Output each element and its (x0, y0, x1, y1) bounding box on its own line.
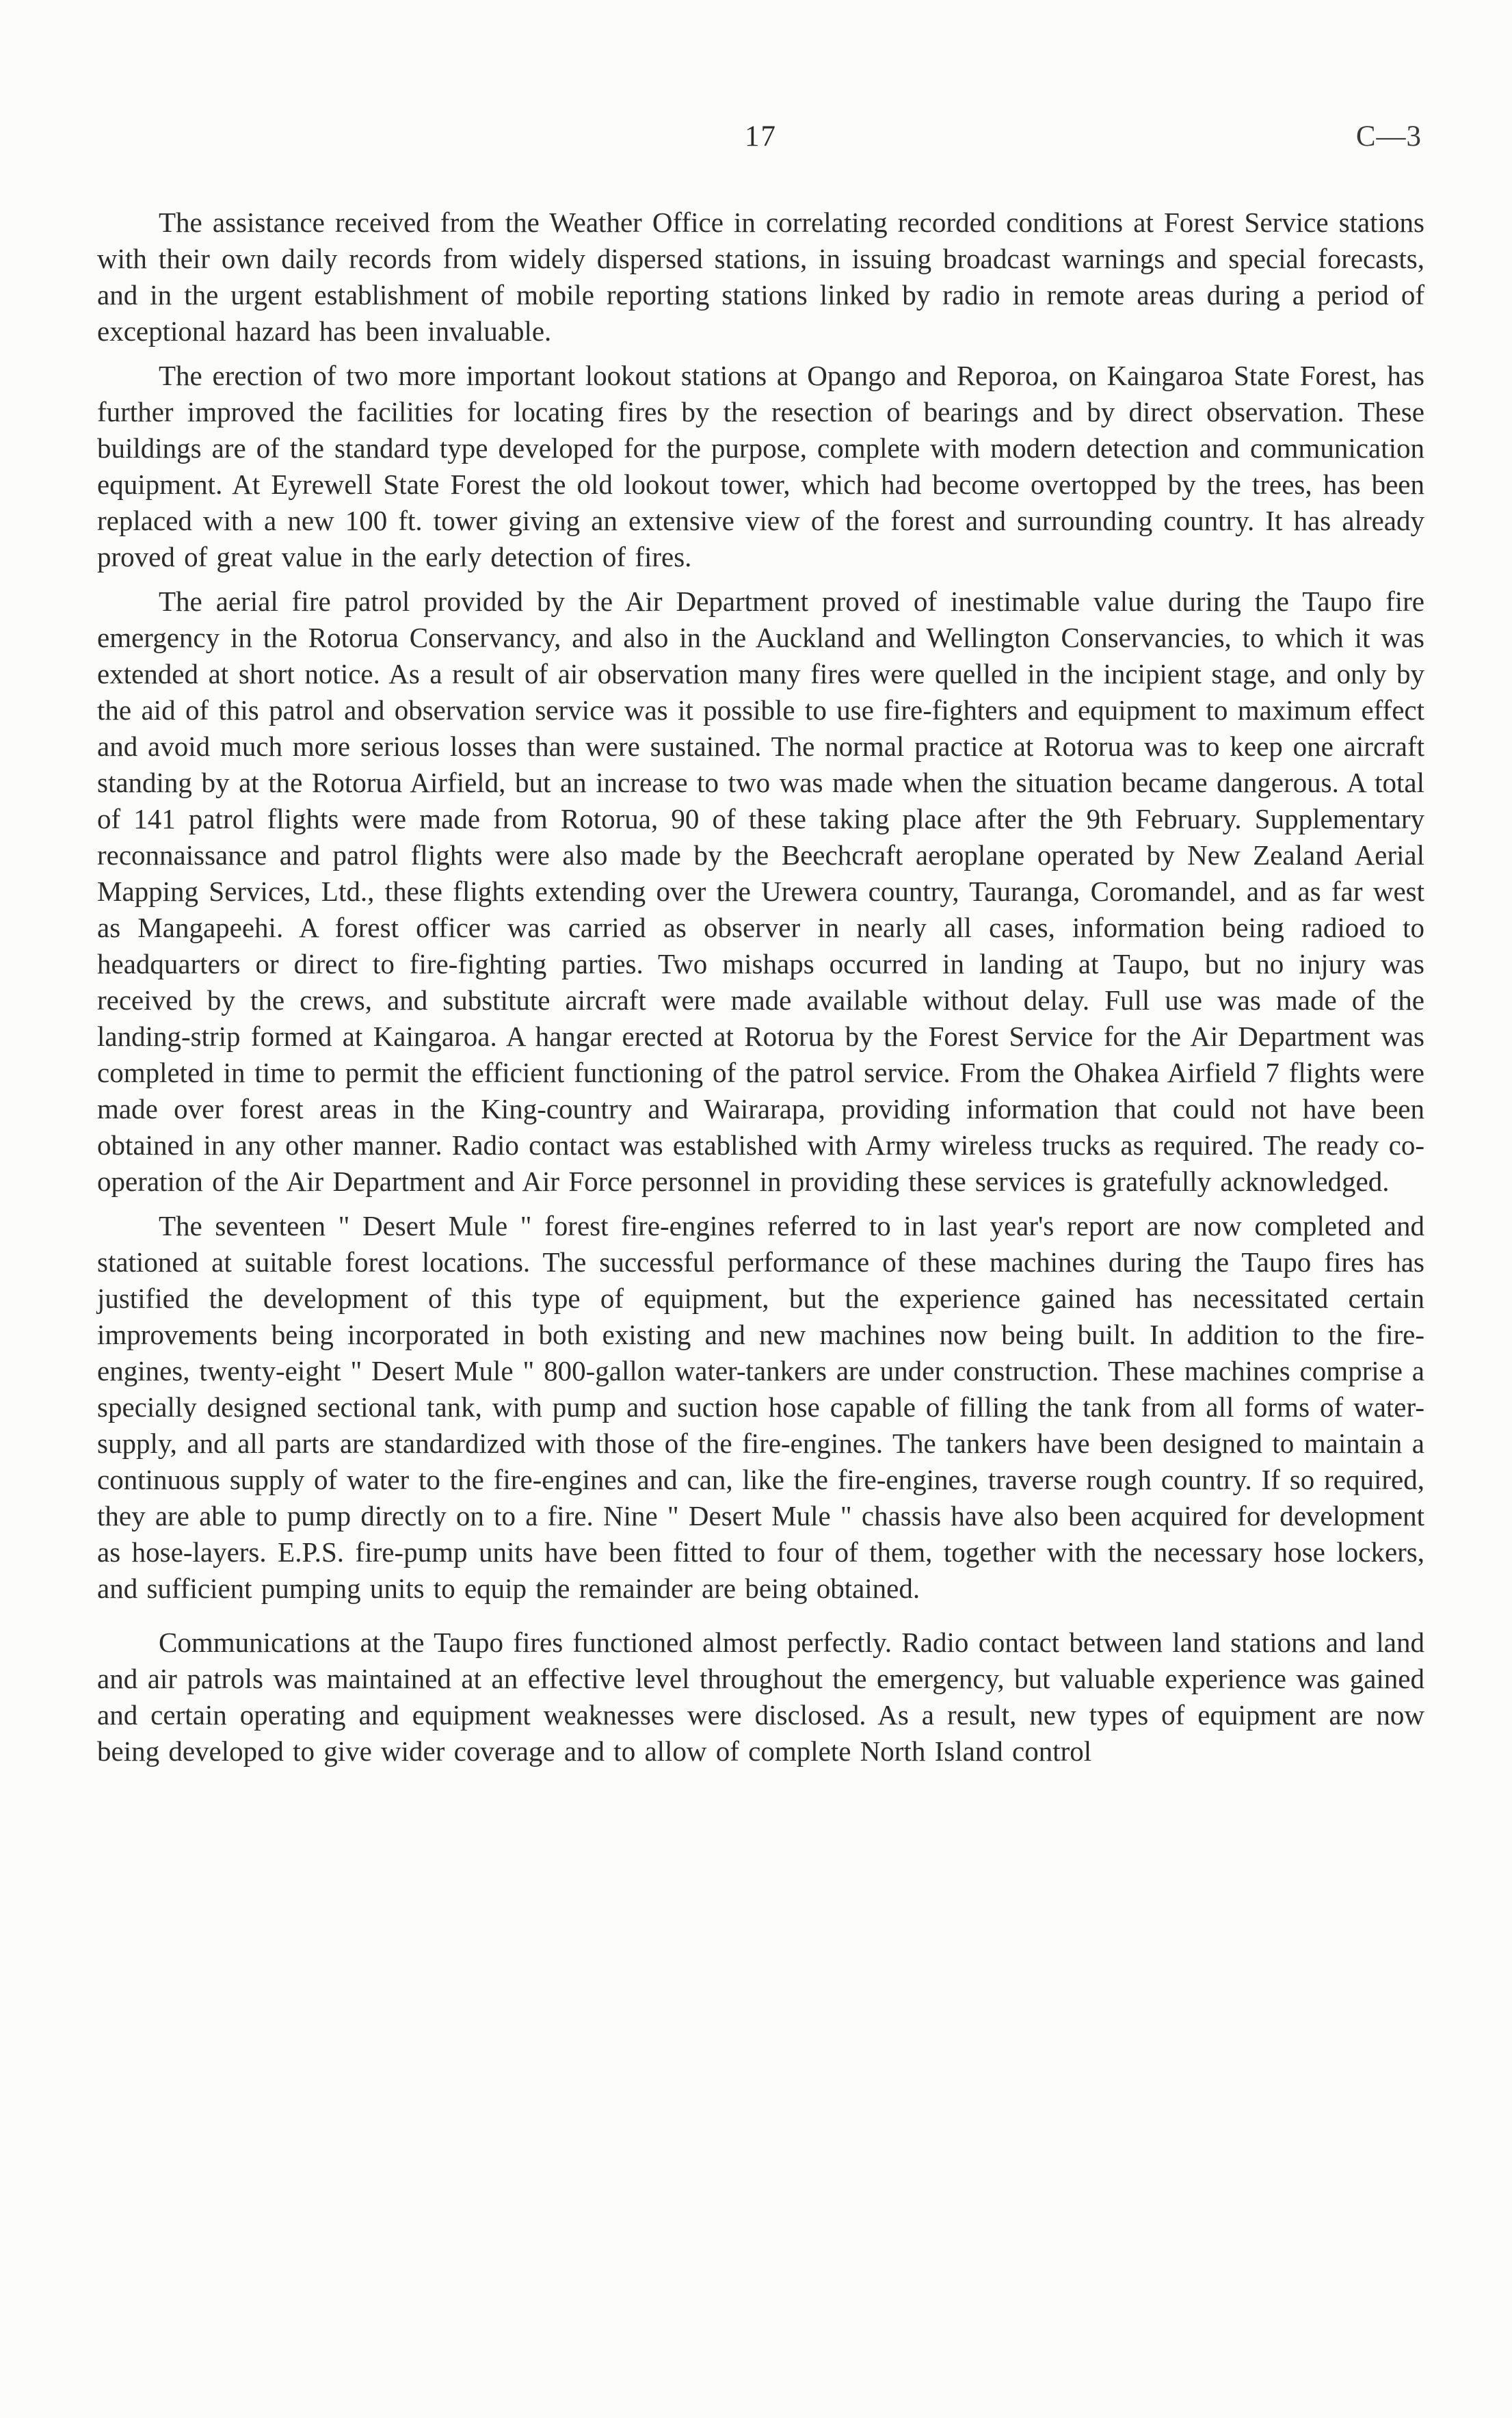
page-header (97, 120, 1424, 158)
page-body-text (97, 205, 1424, 1770)
paragraph-desert-mule-fire-engines: The seventeen " Desert Mule " forest fire-engines referred to in last year's report are now completed and stationed at suitable forest locations. The successful performance of these machines during the Taupo fires has justified the development of this type of equipment, but the experience gained has necessitated certain improvements being incorporated in both existing and new machines now being built. In addition to the fire-engines, twenty-eight " Desert Mule " 800-gallon water-tankers are under construction. These machines comprise a specially designed sectional tank, with pump and suction hose capable of filling the tank from all forms of water-supply, and all parts are standardized with those of the fire-engines. The tankers have been designed to maintain a continuous supply of water to the fire-engines and can, like the fire-engines, traverse rough country. If so required, they are able to pump directly on to a fire. Nine " Desert Mule " chassis have also been acquired for development as hose-layers. E.P.S. fire-pump units have been fitted to four of them, together with the necessary hose lockers, and sufficient pumping units to equip the remainder are being obtained. (97, 1210, 1424, 1604)
page-number: 17 (745, 120, 777, 153)
paragraph-lookout-stations: The erection of two more important lookout stations at Opango and Reporoa, on Kaingaroa State Forest, has further improved the facilities for locating fires by the resection of bearings and by direct observation. These buildings are of the standard type developed for the purpose, complete with modern detection and communication equipment. At Eyrewell State Forest the old lookout tower, which had become overtopped by the trees, has been replaced with a new 100 ft. tower giving an extensive view of the forest and surrounding country. It has already proved of great value in the early detection of fires. (97, 360, 1424, 573)
paragraph-taupo-communications: Communications at the Taupo fires functioned almost perfectly. Radio contact between land stations and land and air patrols was maintained at an effective level throughout the emergency, but valuable experience was gained and certain operating and equipment weaknesses were disclosed. As a result, new types of equipment are now being developed to give wider coverage and to allow of complete North Island control (97, 1627, 1424, 1767)
paragraph-aerial-fire-patrol: The aerial fire patrol provided by the Air Department proved of inestimable value during the Taupo fire emergency in the Rotorua Conservancy, and also in the Auckland and Wellington Conservancies, to which it was extended at short notice. As a result of air observation many fires were quelled in the incipient stage, and only by the aid of this patrol and observation service was it possible to use fire-fighters and equipment to maximum effect and avoid much more serious losses than were sustained. The normal practice at Rotorua was to keep one aircraft standing by at the Rotorua Airfield, but an increase to two was made when the situation became dangerous. A total of 141 patrol flights were made from Rotorua, 90 of these taking place after the 9th February. Supplementary reconnaissance and patrol flights were also made by the Beechcraft aeroplane operated by New Zealand Aerial Mapping Services, Ltd., these flights extending over the Urewera country, Tauranga, Coromandel, and as far west as Mangapeehi. A forest officer was carried as observer in nearly all cases, information being radioed to headquarters or direct to fire-fighting parties. Two mishaps occurred in landing at Taupo, but no injury was received by the crews, and substitute aircraft were made available without delay. Full use was made of the landing-strip formed at Kaingaroa. A hangar erected at Rotorua by the Forest Service for the Air Department was completed in time to permit the efficient functioning of the patrol service. From the Ohakea Airfield 7 flights were made over forest areas in the King-country and Wairarapa, providing information that could not have been obtained in any other manner. Radio contact was established with Army wireless trucks as required. The ready co-operation of the Air Department and Air Force personnel in providing these services is gratefully acknowledged. (97, 586, 1424, 1197)
paragraph-weather-office: The assistance received from the Weather Office in correlating recorded conditions at Forest Service stations with their own daily records from widely dispersed stations, in issuing broadcast warnings and special forecasts, and in the urgent establishment of mobile reporting stations linked by radio in remote areas during a period of exceptional hazard has been invaluable. (97, 207, 1424, 347)
section-code: C—3 (1355, 120, 1422, 153)
